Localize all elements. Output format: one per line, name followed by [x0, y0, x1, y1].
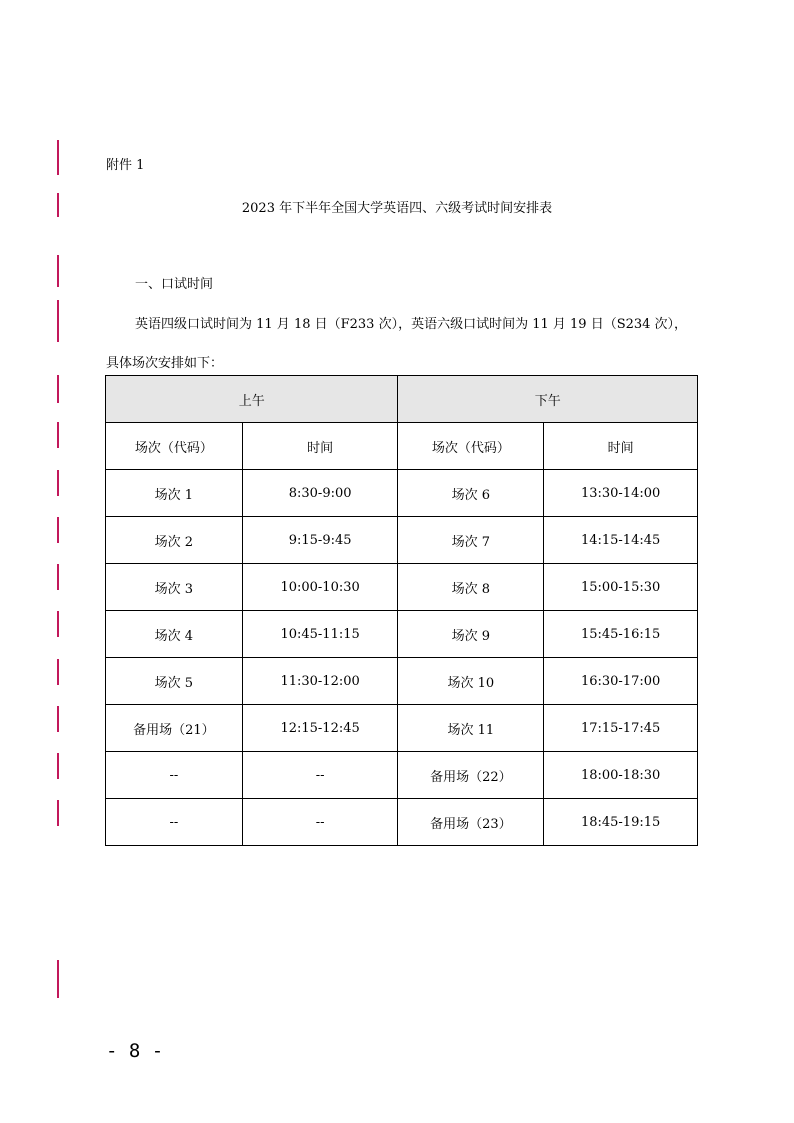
table-cell: 场次 11	[398, 705, 544, 752]
column-header: 时间	[544, 423, 698, 470]
margin-mark	[57, 659, 59, 685]
table-cell: 12:15-12:45	[242, 705, 398, 752]
table-cell: 场次 3	[106, 564, 243, 611]
margin-mark	[57, 300, 59, 342]
table-row	[106, 752, 698, 799]
table-row	[106, 517, 698, 564]
table-cell: 15:45-16:15	[544, 611, 698, 658]
table-cell: 场次 2	[106, 517, 243, 564]
table-cell: --	[242, 752, 398, 799]
attachment-label: 附件 1	[106, 158, 145, 173]
table-cell: 10:00-10:30	[242, 564, 398, 611]
margin-mark	[57, 255, 59, 287]
table-cell: 场次 10	[398, 658, 544, 705]
margin-mark	[57, 422, 59, 448]
table-cell: 18:45-19:15	[544, 799, 698, 846]
table-cell: 14:15-14:45	[544, 517, 698, 564]
table-cell: 8:30-9:00	[242, 470, 398, 517]
table-cell: 9:15-9:45	[242, 517, 398, 564]
table-cell: 备用场（23）	[398, 799, 544, 846]
margin-mark	[57, 753, 59, 779]
table-row	[106, 470, 698, 517]
table-cell: --	[106, 799, 243, 846]
paragraph-line-1: 英语四级口试时间为 11 月 18 日（F233 次），英语六级口试时间为 11 月 19 日（S234 次），	[135, 317, 688, 332]
table-cell: 场次 7	[398, 517, 544, 564]
table-cell: --	[242, 799, 398, 846]
table-group-header-row	[106, 376, 698, 423]
table-cell: --	[106, 752, 243, 799]
table-cell: 11:30-12:00	[242, 658, 398, 705]
column-header: 场次（代码）	[398, 423, 544, 470]
margin-mark	[57, 375, 59, 403]
table-row	[106, 705, 698, 752]
column-header: 时间	[242, 423, 398, 470]
column-header: 场次（代码）	[106, 423, 243, 470]
table-cell: 备用场（21）	[106, 705, 243, 752]
document-title: 2023 年下半年全国大学英语四、六级考试时间安排表	[241, 201, 553, 216]
table-row	[106, 564, 698, 611]
table-cell: 备用场（22）	[398, 752, 544, 799]
table-cell: 场次 1	[106, 470, 243, 517]
group-header-afternoon: 下午	[398, 376, 698, 423]
margin-mark	[57, 564, 59, 590]
margin-mark	[57, 470, 59, 496]
table-cell: 场次 5	[106, 658, 243, 705]
table-column-header-row	[106, 423, 698, 470]
margin-mark	[57, 611, 59, 637]
table-cell: 场次 4	[106, 611, 243, 658]
margin-mark	[57, 140, 59, 175]
schedule-table	[105, 375, 698, 846]
section-heading: 一、口试时间	[135, 277, 214, 292]
table-cell: 场次 9	[398, 611, 544, 658]
table-cell: 15:00-15:30	[544, 564, 698, 611]
margin-mark	[57, 800, 59, 826]
margin-mark	[57, 517, 59, 543]
table-cell: 17:15-17:45	[544, 705, 698, 752]
table-row	[106, 611, 698, 658]
margin-mark	[57, 960, 59, 998]
table-cell: 18:00-18:30	[544, 752, 698, 799]
table-row	[106, 658, 698, 705]
page-number: - 8 -	[106, 1040, 164, 1062]
table-cell: 16:30-17:00	[544, 658, 698, 705]
group-header-morning: 上午	[106, 376, 398, 423]
table-cell: 场次 8	[398, 564, 544, 611]
table-row	[106, 799, 698, 846]
margin-mark	[57, 706, 59, 732]
table-cell: 13:30-14:00	[544, 470, 698, 517]
table-cell: 10:45-11:15	[242, 611, 398, 658]
table-cell: 场次 6	[398, 470, 544, 517]
paragraph-line-2: 具体场次安排如下：	[106, 356, 224, 371]
